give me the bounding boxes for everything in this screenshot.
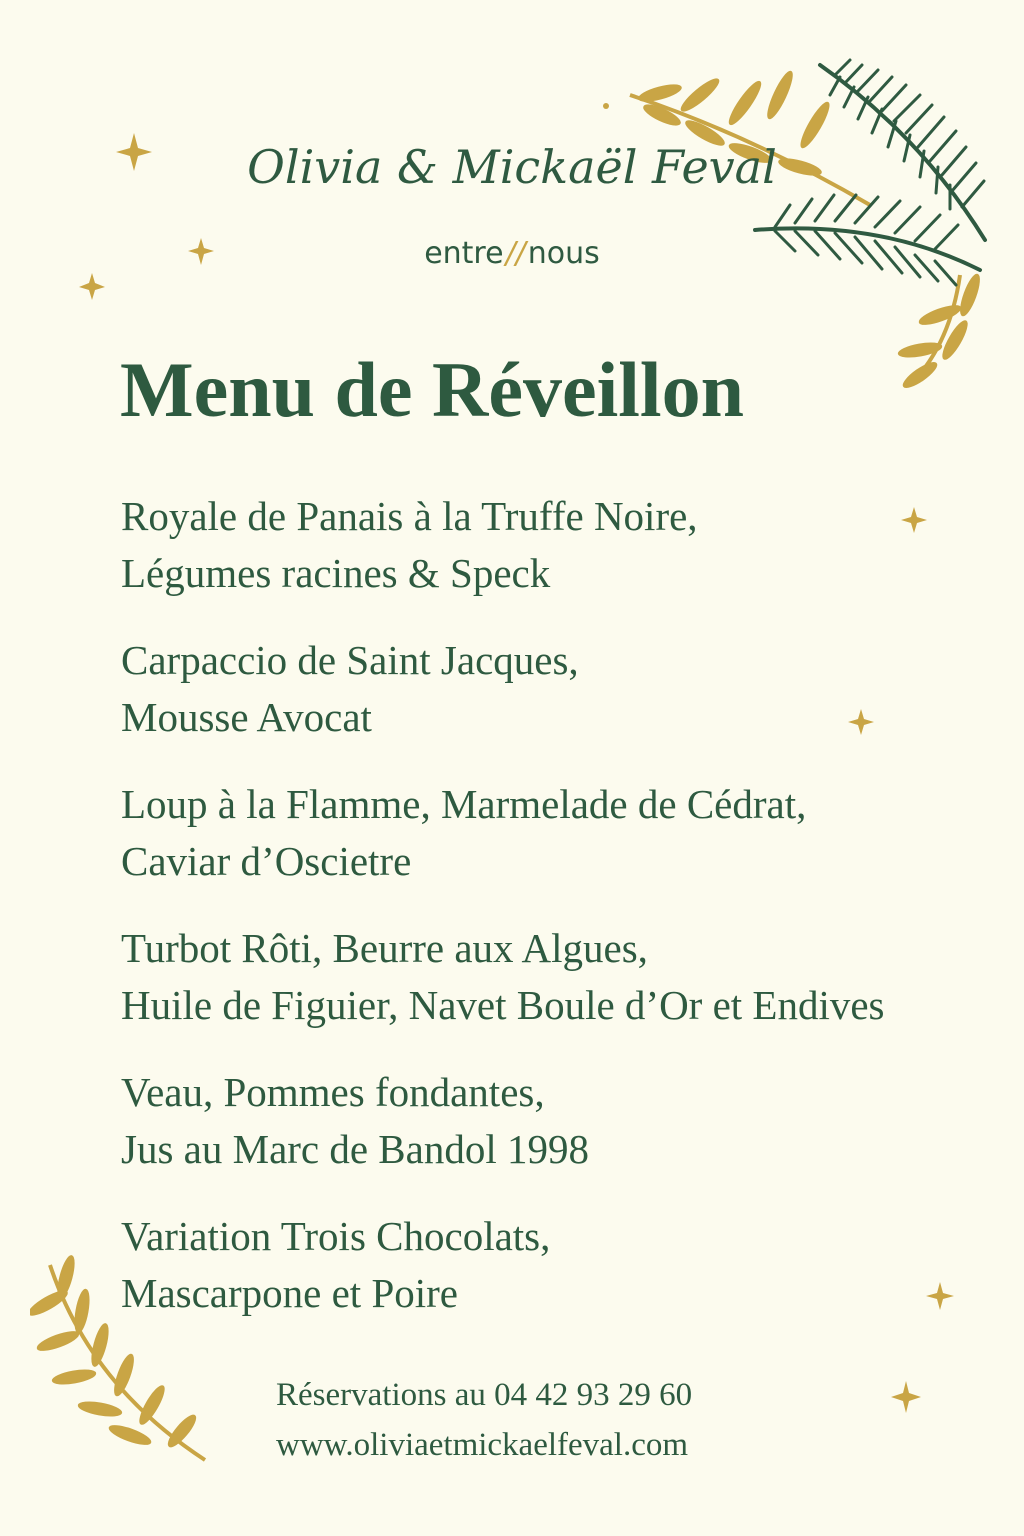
dish-line: Mascarpone et Poire [121,1270,458,1316]
dish-item [121,1208,885,1322]
dish-line: Turbot Rôti, Beurre aux Algues, [121,925,648,971]
dish-item [121,776,885,890]
dish-line: Royale de Panais à la Truffe Noire, [121,493,698,539]
sparkle-icon [926,1282,954,1310]
dish-line: Caviar d’Oscietre [121,838,412,884]
dish-item [121,632,885,746]
sparkle-icon [891,1381,921,1413]
dish-list [121,488,885,1352]
dish-line: Légumes racines & Speck [121,550,551,596]
dish-line: Variation Trois Chocolats, [121,1213,551,1259]
dish-item [121,920,885,1034]
restaurant-tagline [0,236,1024,271]
menu-title: Menu de Réveillon [120,346,744,433]
dish-line: Mousse Avocat [121,694,372,740]
tagline-slash-icon: // [505,236,526,271]
footer [276,1370,692,1470]
sparkle-icon [79,273,105,300]
dish-line: Huile de Figuier, Navet Boule d’Or et Endives [121,982,885,1028]
website-link[interactable]: www.oliviaetmickaelfeval.com [276,1427,689,1463]
tagline-left: entre [424,236,504,271]
dish-line: Loup à la Flamme, Marmelade de Cédrat, [121,781,807,827]
tagline-right: nous [527,236,600,271]
dish-item [121,1064,885,1178]
dish-item [121,488,885,602]
restaurant-name: Olivia & Mickaël Feval [247,140,777,194]
sparkle-icon [901,507,927,533]
dish-line: Jus au Marc de Bandol 1998 [121,1126,589,1172]
pine-branch-icon [600,55,1000,395]
dish-line: Carpaccio de Saint Jacques, [121,637,579,683]
dish-line: Veau, Pommes fondantes, [121,1069,545,1115]
reservation-phone: Réservations au 04 42 93 29 60 [276,1377,693,1413]
